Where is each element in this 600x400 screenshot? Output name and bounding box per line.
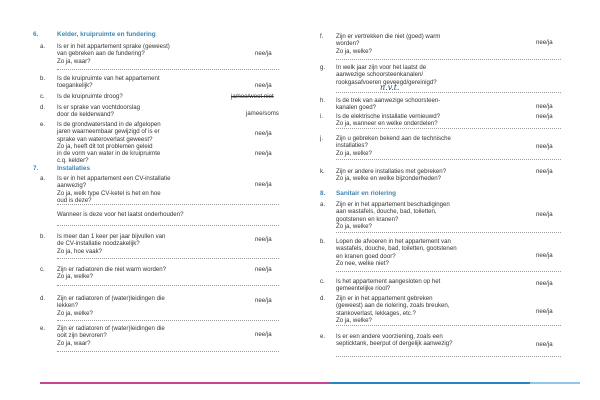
question-8c-text: Is het appartement aangesloten op het gemeentelijke riool? bbox=[336, 278, 441, 293]
answer-line bbox=[57, 258, 279, 259]
question-6e-text: Is de grondwaterstand in de afgelopen jaren waarneembaar gewijzigd of is er sprake van wateroverlast geweest? Zo ja, heeft dit tot problemen geleid in de vorm van water in de kruipruimte c.q. kelder? bbox=[57, 121, 161, 165]
section-6-number: 6. bbox=[33, 31, 39, 38]
question-8a-letter: a. bbox=[320, 201, 326, 208]
question-8b-letter: b. bbox=[320, 238, 326, 245]
section-7-title: Installaties bbox=[57, 165, 91, 172]
question-7b-text: Is meer dan 1 keer per jaar bijvullen van de CV-installatie noodzakelijk? Zo ja, hoe vaak? bbox=[57, 233, 166, 255]
question-6d-answer: ja/nee/soms bbox=[246, 110, 279, 117]
question-7k-answer: nee/ja bbox=[536, 168, 553, 175]
question-7j-answer: nee/ja bbox=[536, 143, 553, 150]
decorative-bar-blue bbox=[330, 382, 530, 384]
answer-line bbox=[336, 325, 561, 326]
question-8b-answer: nee/ja bbox=[536, 252, 553, 259]
question-8d-answer: nee/ja bbox=[536, 308, 553, 315]
answer-line bbox=[336, 92, 561, 93]
question-8a-text: Zijn er in het appartement beschadigingen aan wastafels, douche, bad, toiletten, gootstenen en kranen? Zo ja, welke? bbox=[336, 201, 450, 230]
decorative-bar-lightblue bbox=[530, 382, 580, 384]
question-7i-letter: i. bbox=[320, 113, 324, 120]
question-6b-letter: b. bbox=[40, 75, 46, 82]
question-8e-answer: nee/ja bbox=[536, 341, 553, 348]
answer-line bbox=[57, 351, 279, 352]
question-7h-answer: nee/ja bbox=[536, 103, 553, 110]
section-6-title: Kelder, kruipruimte en fundering bbox=[57, 31, 156, 38]
decorative-bar-pink bbox=[40, 382, 330, 384]
question-7a-letter: a. bbox=[40, 175, 46, 182]
question-7f-text: Zijn er vertrekken die niet (goed) warm worden? Zo ja, welke? bbox=[336, 33, 441, 55]
answer-line bbox=[57, 320, 279, 321]
question-6c-answer: ja/nee/weet niet bbox=[231, 93, 274, 100]
question-6d-letter: d. bbox=[40, 104, 46, 111]
question-7d-text: Zijn er radiatoren of (water)leidingen die lekken? Zo ja, welke? bbox=[57, 295, 165, 317]
question-7c-letter: c. bbox=[40, 266, 45, 273]
question-7e-text: Zijn er radiatoren of (water)leidingen die ooit zijn bevroren? Zo ja, waar? bbox=[57, 325, 165, 347]
answer-line bbox=[57, 204, 279, 205]
question-8d-letter: d. bbox=[320, 295, 326, 302]
answer-line bbox=[336, 356, 561, 357]
question-7a-text: Is er in het appartement een CV-installatie aanwezig? Zo ja, welk type CV-ketel is het en hoe oud is deze? bbox=[57, 175, 171, 204]
question-7d-answer: nee/ja bbox=[255, 297, 272, 304]
section-7-number: 7. bbox=[33, 165, 39, 172]
answer-line bbox=[336, 271, 561, 272]
question-6c-text: Is de kruipruimte droog? bbox=[57, 93, 123, 100]
question-8e-text: Is er een andere voorziening, zoals een septicktank, beerput of dergelijk aanwezig? bbox=[336, 333, 453, 348]
question-7k-text: Zijn er andere installaties met gebreken? Zo ja, welke en welke bijzonderheden? bbox=[336, 168, 447, 183]
question-7g-text: In welk jaar zijn voor het laatst de aanwezige schoorsteenkanalen/ rookgasafvoeren geveegd/gereinigd? bbox=[336, 64, 437, 86]
question-7i-text: Is de elektrische installatie vernieuwd? Zo ja, wanneer en welke onderdelen? bbox=[336, 113, 440, 128]
question-7b-letter: b. bbox=[40, 233, 46, 240]
question-7g-letter: g. bbox=[320, 64, 326, 71]
question-8b-text: Lopen de afvoeren in het appartement van wastafels, douche, bad, toiletten, gootstenen en kranen goed door? Zo nee, welke niet? bbox=[336, 238, 457, 267]
question-7b-answer: nee/ja bbox=[255, 236, 272, 243]
question-6e-answer-1: nee/ja bbox=[255, 130, 272, 137]
question-6a-text: Is er in het appartement sprake (geweest) van gebreken aan de fundering? Zo ja, waar? bbox=[57, 43, 170, 65]
question-6b-answer: nee/ja bbox=[255, 82, 272, 89]
question-6d-text: Is er sprake van vochtdoorslag door de kelderwand? bbox=[57, 104, 140, 119]
question-6b-text: Is de kruipruimte van het appartement toegankelijk? bbox=[57, 75, 160, 90]
answer-line bbox=[57, 225, 279, 226]
answer-line bbox=[336, 59, 561, 60]
answer-line bbox=[336, 128, 561, 129]
question-7c-text: Zijn er radiatoren die niet warm worden? Zo ja, welke? bbox=[57, 266, 167, 281]
question-6e-letter: e. bbox=[40, 121, 46, 128]
question-7c-answer: nee/ja bbox=[255, 266, 272, 273]
answer-line bbox=[336, 232, 561, 233]
question-7e-letter: e. bbox=[40, 325, 46, 332]
question-6e-answer-2: nee/ja bbox=[255, 150, 272, 157]
question-7a-answer: nee/ja bbox=[255, 181, 272, 188]
question-7j-text: Zijn u gebreken bekend aan de technische installaties? Zo ja, welke? bbox=[336, 135, 451, 157]
question-7j-letter: j. bbox=[320, 135, 324, 142]
question-7g-handwritten-answer: n.v.t. bbox=[380, 83, 400, 92]
question-8c-answer: nee/ja bbox=[536, 280, 553, 287]
question-7f-letter: f. bbox=[320, 33, 324, 40]
question-6a-letter: a. bbox=[40, 43, 46, 50]
section-8-title: Sanitair en riolering bbox=[336, 190, 397, 197]
question-7e-answer: nee/ja bbox=[255, 331, 272, 338]
question-7d-letter: d. bbox=[40, 295, 46, 302]
question-6a-answer: nee/ja bbox=[255, 50, 272, 57]
question-8a-answer: nee/ja bbox=[536, 211, 553, 218]
question-7a-maintenance: Wanneer is deze voor het laatst onderhouden? bbox=[57, 211, 184, 218]
question-7k-letter: k. bbox=[320, 168, 325, 175]
answer-line bbox=[57, 285, 279, 286]
answer-line bbox=[336, 159, 561, 160]
question-7h-text: Is de trek van aanwezige schoorsteen- kanalen goed? bbox=[336, 97, 441, 112]
question-7f-answer: nee/ja bbox=[536, 39, 553, 46]
question-8d-text: Zijn er in het appartement gebreken (geweest) aan de riolering, zoals breuken, stankoverlast, lekkages, etc.? Zo ja, welke? bbox=[336, 295, 450, 324]
question-8e-letter: e. bbox=[320, 333, 326, 340]
question-8c-letter: c. bbox=[320, 278, 325, 285]
question-7i-answer: nee/ja bbox=[536, 113, 553, 120]
answer-line bbox=[57, 69, 279, 70]
section-8-number: 8. bbox=[320, 190, 326, 197]
question-7h-letter: h. bbox=[320, 97, 326, 104]
question-6c-letter: c. bbox=[40, 93, 45, 100]
